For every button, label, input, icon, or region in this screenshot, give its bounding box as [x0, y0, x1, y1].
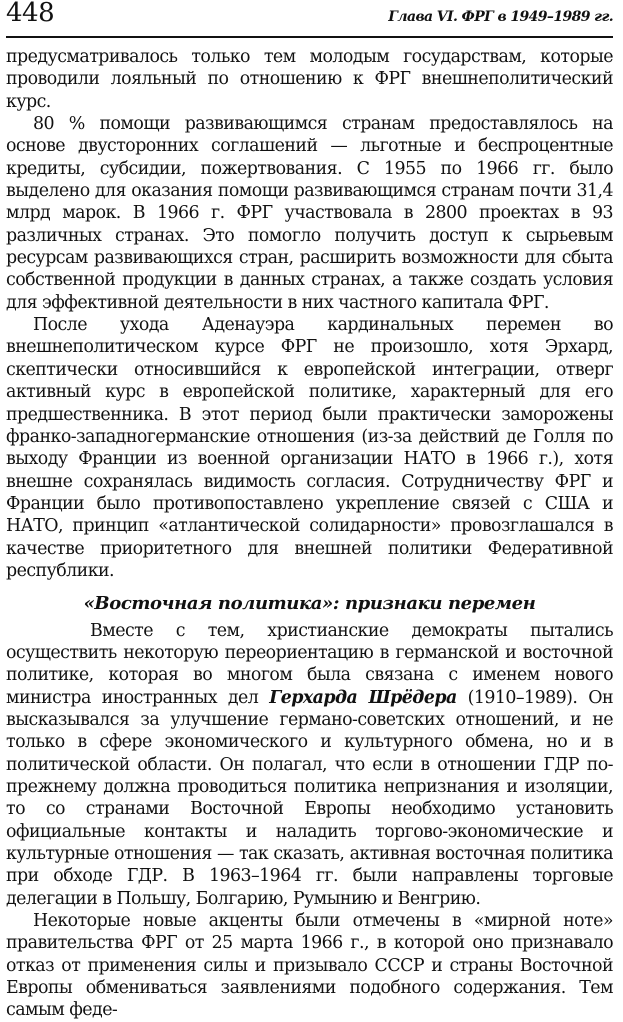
paragraph-continuation: предусматривалось только тем молодым государствам, которые проводили лояльный по отношению к ФРГ внешнеполитический курс. [6, 47, 613, 112]
page-body [6, 46, 613, 1022]
running-title: Глава VI. ФРГ в 1949–1989 гг. [388, 9, 613, 25]
paragraph-erhard-policy: После ухода Аденауэра кардинальных перемен во внешнеполитическом курсе ФРГ не произошло, хотя Эрхард, скептически относившийся к европейской интеграции, отверг активный курс в европейской политике, характерный для его предшественника. В этот период были практически заморожены франко-западногерманские отношения (из-за действий де Голля по выходу Франции из военной организации НАТО в 1966 г.), хотя внешне сохранялась видимость согласия. Сотрудничеству ФРГ и Франции было противопоставлено укрепление связей с США и НАТО, принцип «атлантической солидарности» провозглашался в качестве приоритетного для внешней политики Федеративной республики. [6, 315, 613, 581]
person-name: Герхарда Шрёдера [269, 687, 457, 708]
section-subheading: «Восточная политика»: признаки перемен [83, 593, 536, 615]
page-header [6, 0, 613, 38]
paragraph-schroeder [6, 620, 613, 910]
paragraph-development-aid: 80 % помощи развивающимся странам предоставлялось на основе двусторонних соглашений — льготные и беспроцентные кредиты, субсидии, пожертвования. С 1955 по 1966 гг. было выделено для оказания помощи развивающимся странам почти 31,4 млрд марок. В 1966 г. ФРГ участвовала в 2800 проектах в 93 различных странах. Это помогло получить доступ к сырьевым ресурсам развивающихся стран, расширить возможности для сбыта собственной продукции в данных странах, а также создать условия для эффективной деятельности в них частного капитала ФРГ. [6, 114, 613, 313]
paragraph-schroeder-text-a: Вместе с тем, христианские демократы пытались осуществить некоторую переориентацию в германской и восточной политике, которая во многом была связана с именем нового министра иностранных дел [6, 620, 613, 708]
paragraph-schroeder-text-b: (1910–1989). Он высказывался за улучшение германо-советских отношений, и не только в сфере экономического и культурного обмена, но и в политической области. Он полагал, что если в отношении ГДР по-прежнему должна проводиться политика непризнания и изоляции, то со странами Восточной Европы необходимо установить официальные контакты и наладить торгово-экономические и культурные отношения — так сказать, активная восточная политика при обходе ГДР. В 1963–1964 гг. были направлены торговые делегации в Польшу, Болгарию, Румынию и Венгрию. [6, 687, 613, 909]
paragraph-peace-note: Некоторые новые акценты были отмечены в «мирной ноте» правительства ФРГ от 25 марта 1966 г., в которой оно признавало отказ от применения силы и призывало СССР и страны Восточной Европы обмениваться заявлениями подобного содержания. Тем самым феде- [6, 911, 613, 1021]
page-number: 448 [6, 0, 55, 28]
